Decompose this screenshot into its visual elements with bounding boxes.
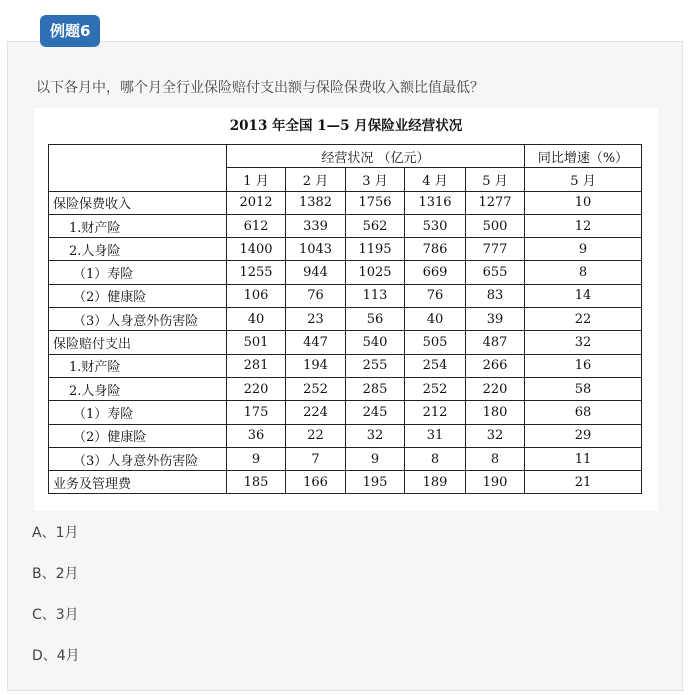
value-cell: 1382 — [286, 191, 346, 214]
value-cell: 22 — [286, 424, 346, 447]
value-cell: 255 — [346, 354, 405, 377]
table-figure — [34, 108, 658, 511]
value-cell: 669 — [405, 261, 466, 284]
value-cell: 266 — [466, 354, 525, 377]
month-header: 4 月 — [405, 168, 466, 191]
table-row — [49, 424, 642, 447]
option-c[interactable]: C、3月 — [32, 607, 79, 623]
value-cell: 212 — [405, 401, 466, 424]
value-cell: 252 — [405, 377, 466, 400]
group-header: 经营状况 （亿元） — [227, 145, 525, 168]
value-cell: 175 — [227, 401, 286, 424]
value-cell: 655 — [466, 261, 525, 284]
value-cell: 1043 — [286, 238, 346, 261]
growth-cell: 22 — [525, 308, 642, 331]
value-cell: 36 — [227, 424, 286, 447]
growth-month-header: 5 月 — [525, 168, 642, 191]
value-cell: 31 — [405, 424, 466, 447]
value-cell: 113 — [346, 284, 405, 307]
growth-cell: 16 — [525, 354, 642, 377]
value-cell: 106 — [227, 284, 286, 307]
example-badge: 例题6 — [40, 15, 100, 47]
header-row-1 — [49, 145, 642, 168]
table-row — [49, 214, 642, 237]
growth-cell: 12 — [525, 214, 642, 237]
value-cell: 530 — [405, 214, 466, 237]
month-header: 5 月 — [466, 168, 525, 191]
question-text: 以下各月中，哪个月全行业保险赔付支出额与保险保费收入额比值最低？ — [36, 80, 484, 96]
row-label: （1）寿险 — [49, 261, 227, 284]
value-cell: 180 — [466, 401, 525, 424]
value-cell: 944 — [286, 261, 346, 284]
table-row — [49, 331, 642, 354]
value-cell: 185 — [227, 471, 286, 494]
growth-cell: 21 — [525, 471, 642, 494]
table-body — [49, 191, 642, 494]
row-label: 保险赔付支出 — [49, 331, 227, 354]
value-cell: 220 — [227, 377, 286, 400]
value-cell: 1195 — [346, 238, 405, 261]
growth-cell: 8 — [525, 261, 642, 284]
value-cell: 190 — [466, 471, 525, 494]
value-cell: 189 — [405, 471, 466, 494]
value-cell: 9 — [346, 447, 405, 470]
value-cell: 612 — [227, 214, 286, 237]
row-label: 保险保费收入 — [49, 191, 227, 214]
value-cell: 281 — [227, 354, 286, 377]
value-cell: 1277 — [466, 191, 525, 214]
table-row — [49, 284, 642, 307]
table-row — [49, 238, 642, 261]
table-row — [49, 471, 642, 494]
value-cell: 39 — [466, 308, 525, 331]
value-cell: 224 — [286, 401, 346, 424]
row-label: 1.财产险 — [49, 214, 227, 237]
row-label: （3）人身意外伤害险 — [49, 308, 227, 331]
month-header: 2 月 — [286, 168, 346, 191]
value-cell: 2012 — [227, 191, 286, 214]
row-label: 2.人身险 — [49, 377, 227, 400]
value-cell: 76 — [405, 284, 466, 307]
growth-cell: 68 — [525, 401, 642, 424]
value-cell: 40 — [227, 308, 286, 331]
growth-cell: 11 — [525, 447, 642, 470]
month-header: 1 月 — [227, 168, 286, 191]
value-cell: 500 — [466, 214, 525, 237]
value-cell: 487 — [466, 331, 525, 354]
value-cell: 1255 — [227, 261, 286, 284]
value-cell: 83 — [466, 284, 525, 307]
row-label: 业务及管理费 — [49, 471, 227, 494]
value-cell: 252 — [286, 377, 346, 400]
option-b[interactable]: B、2月 — [32, 566, 79, 582]
value-cell: 562 — [346, 214, 405, 237]
value-cell: 1400 — [227, 238, 286, 261]
value-cell: 76 — [286, 284, 346, 307]
value-cell: 1316 — [405, 191, 466, 214]
value-cell: 220 — [466, 377, 525, 400]
value-cell: 254 — [405, 354, 466, 377]
value-cell: 8 — [466, 447, 525, 470]
value-cell: 8 — [405, 447, 466, 470]
table-row — [49, 447, 642, 470]
value-cell: 166 — [286, 471, 346, 494]
growth-cell: 9 — [525, 238, 642, 261]
table-row — [49, 401, 642, 424]
row-label: （3）人身意外伤害险 — [49, 447, 227, 470]
row-label: （2）健康险 — [49, 424, 227, 447]
value-cell: 32 — [466, 424, 525, 447]
insurance-table — [48, 144, 642, 494]
value-cell: 285 — [346, 377, 405, 400]
row-label: 2.人身险 — [49, 238, 227, 261]
growth-cell: 29 — [525, 424, 642, 447]
value-cell: 1756 — [346, 191, 405, 214]
value-cell: 540 — [346, 331, 405, 354]
growth-header: 同比增速（%） — [525, 145, 642, 168]
option-a[interactable]: A、1月 — [32, 525, 79, 541]
table-row — [49, 354, 642, 377]
row-label: 1.财产险 — [49, 354, 227, 377]
value-cell: 447 — [286, 331, 346, 354]
answer-options — [32, 522, 80, 686]
growth-cell: 58 — [525, 377, 642, 400]
value-cell: 786 — [405, 238, 466, 261]
value-cell: 40 — [405, 308, 466, 331]
month-header: 3 月 — [346, 168, 405, 191]
table-row — [49, 261, 642, 284]
table-row — [49, 377, 642, 400]
row-label: （1）寿险 — [49, 401, 227, 424]
value-cell: 195 — [346, 471, 405, 494]
growth-cell: 32 — [525, 331, 642, 354]
value-cell: 1025 — [346, 261, 405, 284]
table-row — [49, 191, 642, 214]
value-cell: 7 — [286, 447, 346, 470]
value-cell: 32 — [346, 424, 405, 447]
value-cell: 777 — [466, 238, 525, 261]
row-label: （2）健康险 — [49, 284, 227, 307]
value-cell: 56 — [346, 308, 405, 331]
table-row — [49, 308, 642, 331]
value-cell: 23 — [286, 308, 346, 331]
value-cell: 245 — [346, 401, 405, 424]
growth-cell: 14 — [525, 284, 642, 307]
value-cell: 505 — [405, 331, 466, 354]
value-cell: 194 — [286, 354, 346, 377]
value-cell: 9 — [227, 447, 286, 470]
value-cell: 339 — [286, 214, 346, 237]
option-d[interactable]: D、4月 — [32, 648, 80, 664]
growth-cell: 10 — [525, 191, 642, 214]
table-title: 2013 年全国 1—5 月保险业经营状况 — [229, 118, 463, 134]
value-cell: 501 — [227, 331, 286, 354]
corner-cell — [49, 145, 227, 192]
